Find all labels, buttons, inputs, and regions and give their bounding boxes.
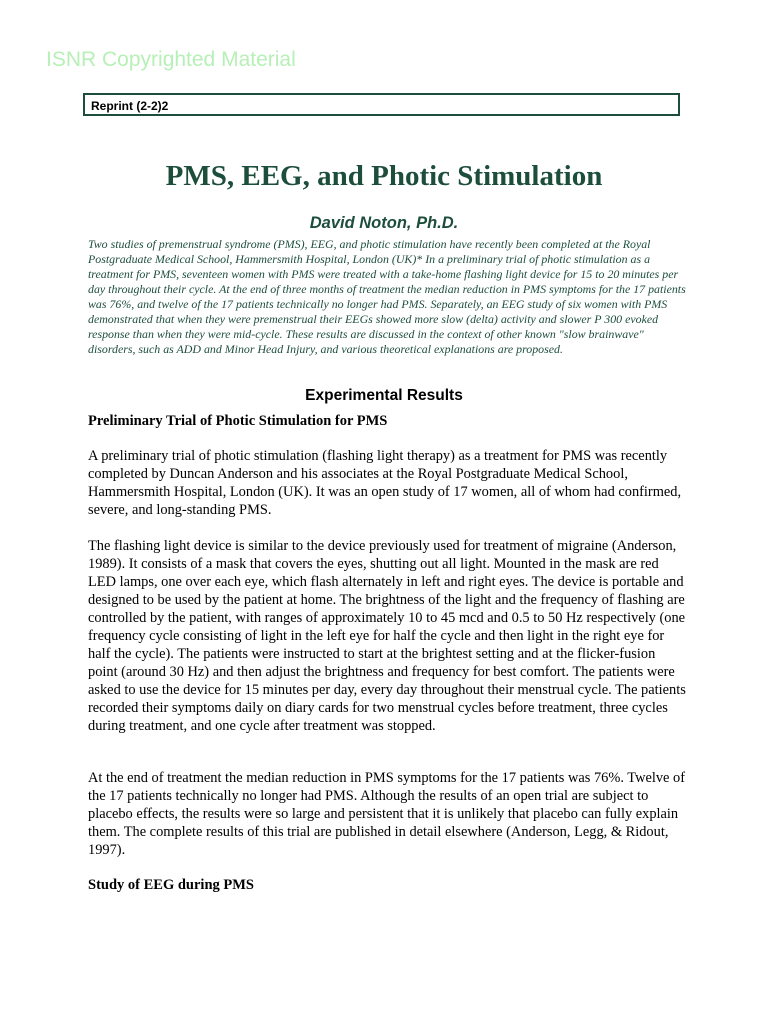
- copyright-watermark: ISNR Copyrighted Material: [46, 48, 296, 71]
- article-title: PMS, EEG, and Photic Stimulation: [165, 160, 603, 192]
- reprint-label: Reprint (2-2)2: [91, 99, 169, 113]
- author-name: David Noton, Ph.D.: [309, 214, 459, 232]
- paragraph-results: At the end of treatment the median reduction in PMS symptoms for the 17 patients was 76%. Twelve of the 17 patients technically no longer had PMS. Although the results of an open trial are subject to placebo effects, the results were so large and persistent that it is unlikely that placebo can fully explain them. The complete results of this trial are published in detail elsewhere (Anderson, Legg, & Ridout, 1997).: [88, 770, 686, 858]
- reprint-label-box: [83, 93, 680, 116]
- paragraph-device-description: The flashing light device is similar to the device previously used for treatment of migraine (Anderson, 1989). It consists of a mask that covers the eyes, shutting out all light. Mounted in the mask are red LED lamps, one over each eye, which flash alternately in left and right eyes. The device is portable and designed to be used by the patient at home. The brightness of the light and the frequency of flashing are controlled by the patient, with ranges of approximately 10 to 45 mcd and 0.5 to 50 Hz respectively (one frequency cycle consisting of light in the left eye for half the cycle and then light in the right eye for half the cycle). The patients were instructed to start at the brightest setting and at the flicker-fusion point (around 30 Hz) and then adjust the brightness and frequency for best comfort. The patients were asked to use the device for 15 minutes per day, every day throughout their menstrual cycle. The patients recorded their symptoms daily on diary cards for two menstrual cycles before treatment, three cycles during treatment, and one cycle after treatment was stopped.: [88, 538, 686, 734]
- abstract: Two studies of premenstrual syndrome (PMS), EEG, and photic stimulation have recently been completed at the Royal Postgraduate Medical School, Hammersmith Hospital, London (UK)* In a preliminary trial of photic stimulation as a treatment for PMS, seventeen women with PMS were treated with a take-home flashing light device for 15 to 20 minutes per day throughout their cycle. At the end of three months of treatment the median reduction in PMS symptoms for the 17 patients was 76%, and twelve of the 17 patients technically no longer had PMS. Separately, an EEG study of six women with PMS demonstrated that when they were premenstrual their EEGs showed more slow (delta) activity and slower P 300 evoked response than when they were mid-cycle. These results are discussed in the context of other known "slow brainwave" disorders, such as ADD and Minor Head Injury, and various theoretical explanations are proposed.: [88, 237, 686, 356]
- subheading-preliminary-trial: Preliminary Trial of Photic Stimulation for PMS: [88, 413, 388, 429]
- subheading-eeg-study: Study of EEG during PMS: [88, 877, 254, 893]
- section-heading-experimental-results: Experimental Results: [305, 387, 463, 404]
- paragraph-trial-intro: A preliminary trial of photic stimulation (flashing light therapy) as a treatment for PMS was recently completed by Duncan Anderson and his associates at the Royal Postgraduate Medical School, Hammersmith Hospital, London (UK). It was an open study of 17 women, all of whom had confirmed, severe, and long-standing PMS.: [88, 448, 682, 518]
